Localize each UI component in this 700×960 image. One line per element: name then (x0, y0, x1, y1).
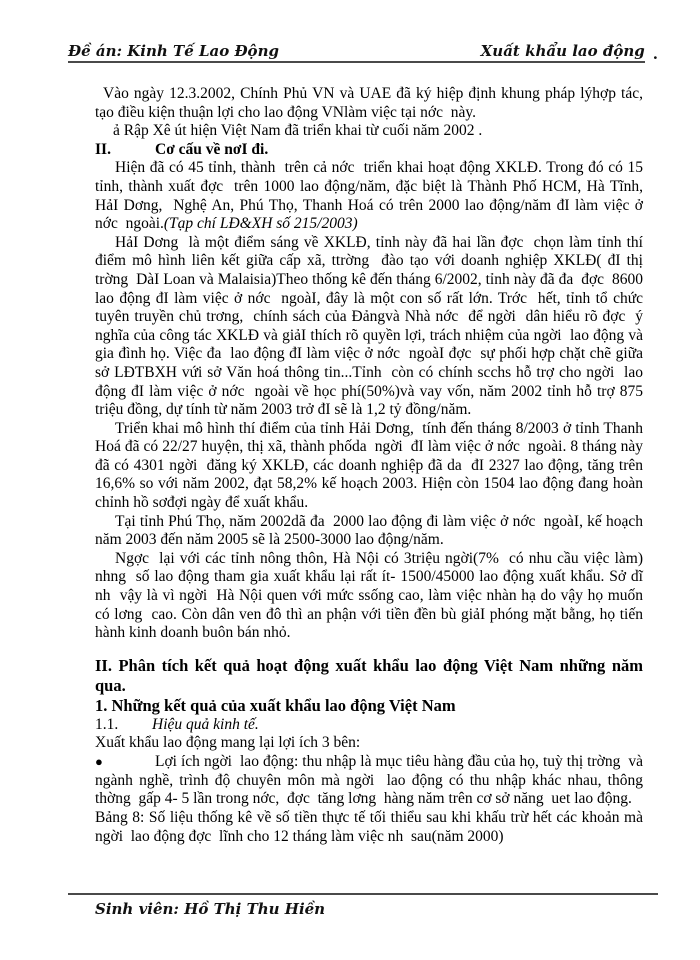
heading-1-1-hieu-qua (95, 716, 643, 735)
text-run: 1. Những kết quả của xuất khẩu lao động Việt Nam (95, 695, 456, 715)
page-footer (68, 893, 658, 918)
spacer (95, 643, 643, 656)
heading-section-ii-co-cau (95, 141, 643, 160)
text-run: HảI Dơng là một điểm sáng về XKLĐ, tỉnh này đã hai lần đợc chọn làm tỉnh thí điểm mô hình liên kết giữa cấp xã, ttrờng đào tạo với doanh nghiệp XKLĐ( đI thị trờng DàI Loan và Malaisia)Theo thống kê đến tháng 6/2002, tỉnh này đã đa đợc 8600 lao động đI làm việc ở nớc ngoàI, đây là một con số rất lớn. Trớc hết, tỉnh tổ chức tuyên truyền chủ trơng, chính sách của Đảngvà Nhà nớc để ngời dân hiểu rõ đợc ý nghĩa của công tác XKLĐ và giảI thích rõ quyền lợi, trách nhiệm của ngời lao động và gia đình họ. Việc đa lao động đI làm việc ở nớc ngoàI đợc sự phối hợp chặt chẽ giữa sở LĐTBXH vứi sở Văn hoá thông tin...Tỉnh còn có chính scchs hỗ trợ cho ngời lao động đI làm việc ở nớc ngoài về học phí(50%)và vay vốn, năm 2002 tỉnh hỗ trợ 875 triệu đồng, dự tính từ năm 2003 trở đI sẽ là 1,2 tỷ đồng/năm. (95, 233, 643, 419)
paragraph-phu-tho (95, 513, 643, 550)
paragraph-arap-xeut (95, 122, 643, 141)
text-run: ả Rập Xê út hiện Việt Nam đã triển khai từ cuối năm 2002 . (113, 122, 483, 140)
paragraph-ha-noi (95, 550, 643, 643)
header-trailing-period: . (652, 45, 658, 63)
text-run: Ngợc lại với các tỉnh nông thôn, Hà Nội có 3triệu ngời(7% có nhu cầu việc làm) nhng số lao động tham gia xuất khẩu lại rất ít- 1500/45000 lao động xuất khẩu. Sở dĩ nh vậy là vì ngời Hà Nội quen với mức ssống cao, làm việc nhàn hạ do vậy họ muốn có lơng cao. Còn dân ven đô thì an phận với tiền đền bù giảI phóng mặt bằng, họ tiến hành kinh doanh buôn bán nhỏ. (95, 549, 643, 642)
text-run: Cơ cấu về nơI đi. (155, 140, 269, 158)
text-run: Hiệu quả kinh tế. (152, 715, 259, 733)
paragraph-hai-duong (95, 234, 643, 420)
text-run: Tại tỉnh Phú Thọ, năm 2002dã đa 2000 lao động đi làm việc ở nớc ngoàI, kế hoạch năm 2003 đến năm 2005 sẽ là 2500-3000 lao động/năm. (95, 512, 643, 549)
text-run: Lợi ích ngời lao động: thu nhập là mục tiêu hàng đầu của họ, tuỳ thị trờng và ngành nghề, trình độ chuyên môn mà ngời lao động có thu nhập khác nhau, thông thờng gấp 4- 5 lần trong nớc, đợc tăng lơng hàng năm trên cơ sở năng uet lao động. (95, 753, 643, 808)
document-body (95, 85, 643, 846)
heading-1-nhung-ket-qua (95, 696, 643, 716)
header-left-title: Đề án: Kinh Tế Lao Động (68, 42, 279, 60)
heading-number: 1.1. (95, 715, 119, 733)
header-right-title: Xuất khẩu lao động (480, 42, 645, 60)
footer-author: Sinh viên: Hồ Thị Thu Hiền (95, 900, 326, 918)
paragraph-45-tinh (95, 159, 643, 233)
text-run: (Tạp chí LĐ&XH số 215/2003) (163, 215, 358, 233)
page-header (68, 42, 658, 63)
bullet-loi-ich-nguoi-lao-dong (95, 753, 643, 809)
paragraph-bang-8 (95, 809, 643, 846)
heading-section-ii-phan-tich (95, 656, 643, 696)
text-run: II. Phân tích kết quả hoạt động xuất khẩu lao động Việt Nam những năm qua. (95, 655, 643, 695)
text-run: Vào ngày 12.3.2002, Chính Phủ VN và UAE đã ký hiệp định khung pháp lýhợp tác, tạo điều kiện thuận lợi cho lao động VNlàm việc tại nớc này. (95, 85, 643, 121)
header-rule (68, 42, 645, 63)
paragraph-uae-agreement (95, 85, 643, 122)
text-run: Hiện đã có 45 tỉnh, thành trên cả nớc triển khai hoạt động XKLĐ. Trong đó có 15 tỉnh, thành xuất đợc trên 1000 lao động/năm, đặc biệt là Thành Phố HCM, Hà Tĩnh, HảI Dơng, Nghệ An, Phú Thọ, Thanh Hoá có trên 2000 lao động/năm đI làm việc ở nớc ngoài. (95, 159, 643, 233)
bullet-icon: ● (95, 754, 103, 770)
paragraph-thanh-hoa (95, 420, 643, 513)
paragraph-loi-ich-3-ben (95, 734, 643, 753)
heading-number: II. (95, 140, 111, 158)
text-run: Triển khai mô hình thí điểm của tỉnh Hải Dơng, tính đến tháng 8/2003 ở tỉnh Thanh Hoá đã có 22/27 huyện, thị xã, thành phốda ngời đI làm việc ở nớc ngoài. 8 tháng này đã có 4301 ngời đăng ký XKLĐ, các doanh nghiệp đã da đI 2327 lao động, tăng trên 16,6% so với năm 2002, đạt 58,2% kế hoạch 2003. Hiện còn 1504 lao động đang hoàn chỉnh hồ sơđợi ngày để xuất khẩu. (95, 419, 643, 512)
text-run: Bảng 8: Số liệu thống kê về số tiền thực tế tối thiểu sau khi khấu trừ hết các khoản mà ngời lao động đợc lĩnh cho 12 tháng làm việc nh sau(năm 2000) (95, 808, 643, 845)
text-run: Xuất khẩu lao động mang lại lợi ích 3 bên: (95, 734, 361, 752)
